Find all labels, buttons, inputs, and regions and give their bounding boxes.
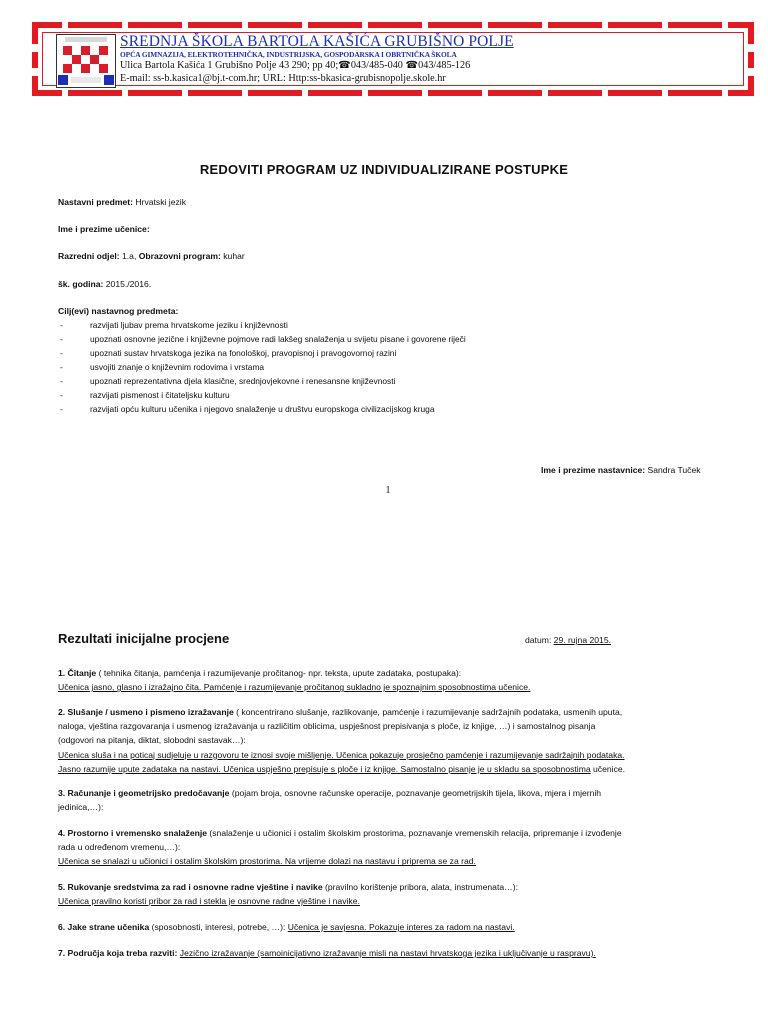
student-field (58, 224, 150, 234)
class-value: 1.a, (119, 251, 139, 261)
class-label: Razredni odjel: (58, 251, 120, 261)
teacher-label: Ime i prezime nastavnice: (541, 465, 646, 475)
date-value: 29. rujna 2015. (553, 635, 612, 645)
teacher-value: Sandra Tuček (645, 465, 701, 475)
document-page: SREDNJA ŠKOLA BARTOLA KAŠIĆA GRUBIŠNO POLJE OPĆA GIMNAZIJA, ELEKTROTEHNIČKA, INDUSTRIJSKA, GOSPODARSKA I OBRTNIČKA ŠKOLA Ulica Bartola Kašića 1 Grubišno Polje 43 290; pp 40;☎043/485-040 ☎043/485-126 E-mail: ss-b.kasica1@bj.t-com.hr; URL: Http:ss-bkasica-grubisnopolje.skole.hr REDOVITI PROGRAM UZ INDIVIDUALIZIRANE POSTUPKE Nastavni predmet: Hrvatski jezik Ime i prezime učenice: Razredni odjel: 1.a, Obrazovni program: kuhar šk. godina: 2015./2016. Cilj(evi) nastavnog predmeta: - razvijati ljubav prema hrvatskome jeziku i književnosti - upoznati osnovne jezične i književne pojmove radi lakšeg snalaženja u svijetu pisane i govorene riječi - upoznati sustav hrvatskoga jezika na fonološkoj, pravopisnoj i pravogovornoj razini - usvojiti znanje o književnim rodovima i vrstama - upoznati reprezentativna djela klasične, srednjovjekovne i renesansne književnosti - razvijati pismenost i čitateljsku kulturu - razvijati opću kulturu učenika i njegovo snalaženje u društvu europskoga civilizacijskog kruga Ime i prezime nastavnice: Sandra Tuček 1 Rezultati inicijalne procjene datum: 29. rujna 2015. 1. Čitanje ( tehnika čitanja, pamćenja i razumijevanje pročitanog- npr. teksta, upute zadataka, postupaka): Učenica jasno, glasno i izražajno čita. Pamćenje i razumijevanje pročitanog sukladno je spoznajnim sposobnostima učenice. 2. Slušanje / usmeno i pismeno izražavanje ( koncentrirano slušanje, razlikovanje, pamćenje i razumijevanje sadržajnih podataka, usmenih uputa, naloga, vještina razgovaranja i usmenog izražavanja u različitim oblicima, uspješnost prepisivanja s ploče, iz knjige, …) i samostalnog pisanja (odgovori na pitanja, diktat, slobodni sastavak…): Učenica sluša i na poticaj sudjeluje u razgovoru te iznosi svoje mišljenje. Učenica pokazuje prosječno pamćenje i razumijevanje sadržajnih podataka. Jasno razumije upute zadataka na nastavi. Učenica uspješno prepisuje s ploče i iz knjige. Samostalno pisanje je u skladu sa sposobnostima učenice. 3. Računanje i geometrijsko predočavanje (pojam broja, osnovne računske operacije, poznavanje geometrijskih tijela, likova, mjera i mjernih jedinica,…): 4. Prostorno i vremensko snalaženje (snalaženje u učionici i ostalim školskim prostorima, poznavanje vremenskih relacija, pripremanje i izvođenje rada u određenom vremenu,…): Učenica se snalazi u učionici i ostalim školskim prostorima. Na vrijeme dolazi na nastavu i priprema se za rad. 5. Rukovanje sredstvima za rad i osnovne radne vještine i navike (pravilno korištenje pribora, alata, instrumenata…): Učenica pravilno koristi pribor za rad i stekla je osnovne radne vještine i navike. 6. Jake strane učenika (sposobnosti, interesi, potrebe, …): Učenica je savjesna. Pokazuje interes za radom na nastavi. 7. Područja koja treba razviti: Jezično izražavanje (samoinicijativno izražavanje misli na nastavi hrvatskoga jezika i uključivanje u raspravu). (0, 0, 768, 1024)
section-answer: Učenica pravilno koristi pribor za rad i stekla je osnovne radne vještine i navike. (58, 896, 360, 907)
section-orientation: 4. Prostorno i vremensko snalaženje (snalaženje u učionici i ostalim školskim prostorima, poznavanje vremenskih relacija, pripremanje i izvođenje rada u određenom vremenu,…): Učenica se snalazi u učionici i ostalim školskim prostorima. Na vrijeme dolazi na nastavu i priprema se za rad. (58, 826, 748, 869)
section-answer: Jezično izražavanje (samoinicijativno izražavanje misli na nastavi hrvatskoga jezika i uključivanje u raspravu). (179, 948, 596, 958)
program-value: kuhar (220, 251, 245, 261)
section-tools: 5. Rukovanje sredstvima za rad i osnovne radne vještine i navike (pravilno korištenje pribora, alata, instrumenata…): Učenica pravilno koristi pribor za rad i stekla je osnovne radne vještine i navike. (58, 880, 748, 908)
teacher-field (541, 465, 701, 475)
year-value: 2015./2016. (103, 279, 152, 289)
school-name: SREDNJA ŠKOLA BARTOLA KAŠIĆA GRUBIŠNO POLJE (120, 33, 514, 50)
section-answer: Učenica sluša i na poticaj sudjeluje u razgovoru te iznosi svoje mišljenje. Učenica pokazuje prosječno pamćenje i razumijevanje sadržajnih podataka. (58, 749, 625, 760)
section-strengths: 6. Jake strane učenika (sposobnosti, interesi, potrebe, …): Učenica je savjesna. Pokazuje interes za radom na nastavi. (58, 922, 515, 932)
subject-field (58, 197, 186, 207)
document-title: REDOVITI PROGRAM UZ INDIVIDUALIZIRANE POSTUPKE (199, 162, 569, 177)
program-label: Obrazovni program: (138, 251, 221, 261)
goals-heading: Cilj(evi) nastavnog predmeta: (58, 306, 179, 316)
class-field (58, 251, 245, 261)
school-logo (56, 34, 116, 88)
section-answer: Učenica se snalazi u učionici i ostalim školskim prostorima. Na vrijeme dolazi na nastavu i priprema se za rad. (58, 856, 476, 867)
date-label: datum: (525, 635, 554, 645)
school-header (32, 22, 754, 96)
section-reading: 1. Čitanje ( tehnika čitanja, pamćenja i razumijevanje pročitanog- npr. teksta, upute zadataka, postupaka): Učenica jasno, glasno i izražajno čita. Pamćenje i razumijevanje pročitanog sukladno je spoznajnim sposobnostima učenice. (58, 666, 748, 694)
section-to-develop: 7. Područja koja treba razviti: Jezično izražavanje (samoinicijativno izražavanje misli na nastavi hrvatskoga jezika i uključivanje u raspravu). (58, 948, 596, 958)
subject-value: Hrvatski jezik (132, 197, 186, 207)
assessment-date (525, 635, 611, 645)
school-types: OPĆA GIMNAZIJA, ELEKTROTEHNIČKA, INDUSTRIJSKA, GOSPODARSKA I OBRTNIČKA ŠKOLA (120, 50, 457, 59)
section-answer: Učenica je savjesna. Pokazuje interes za radom na nastavi. (287, 922, 515, 932)
section-listening: 2. Slušanje / usmeno i pismeno izražavanje ( koncentrirano slušanje, razlikovanje, pamćenje i razumijevanje sadržajnih podataka, usmenih uputa, naloga, vještina razgovaranja i usmenog izražavanja u različitim oblicima, uspješnost prepisivanja s ploče, iz knjige, …) i samostalnog pisanja (odgovori na pitanja, diktat, slobodni sastavak…): Učenica sluša i na poticaj sudjeluje u razgovoru te iznosi svoje mišljenje. Učenica pokazuje prosječno pamćenje i razumijevanje sadržajnih podataka. Jasno razumije upute zadataka na nastavi. Učenica uspješno prepisuje s ploče i iz knjige. Samostalno pisanje je u skladu sa sposobnostima učenice. (58, 705, 748, 776)
year-label: šk. godina: (58, 279, 104, 289)
section-answer: Jasno razumije upute zadataka na nastavi. Učenica uspješno prepisuje s ploče i iz knjige. Samostalno pisanje je u skladu sa sposobnostima učenice. (58, 763, 626, 774)
results-title: Rezultati inicijalne procjene (58, 631, 230, 646)
page-number: 1 (385, 485, 391, 496)
section-answer: Učenica jasno, glasno i izražajno čita. Pamćenje i razumijevanje pročitanog sukladno je spoznajnim sposobnostima učenice. (58, 682, 531, 693)
student-label: Ime i prezime učenice: (58, 224, 150, 234)
section-math: 3. Računanje i geometrijsko predočavanje (pojam broja, osnovne računske operacije, poznavanje geometrijskih tijela, likova, mjera i mjernih jedinica,…): (58, 788, 602, 813)
school-contact: E-mail: ss-b.kasica1@bj.t-com.hr; URL: Http:ss-bkasica-grubisnopolje.skole.hr (120, 73, 446, 84)
school-address: Ulica Bartola Kašića 1 Grubišno Polje 43 290; pp 40;☎043/485-040 ☎043/485-126 (120, 60, 471, 71)
subject-label: Nastavni predmet: (58, 197, 133, 207)
year-field (58, 279, 151, 289)
